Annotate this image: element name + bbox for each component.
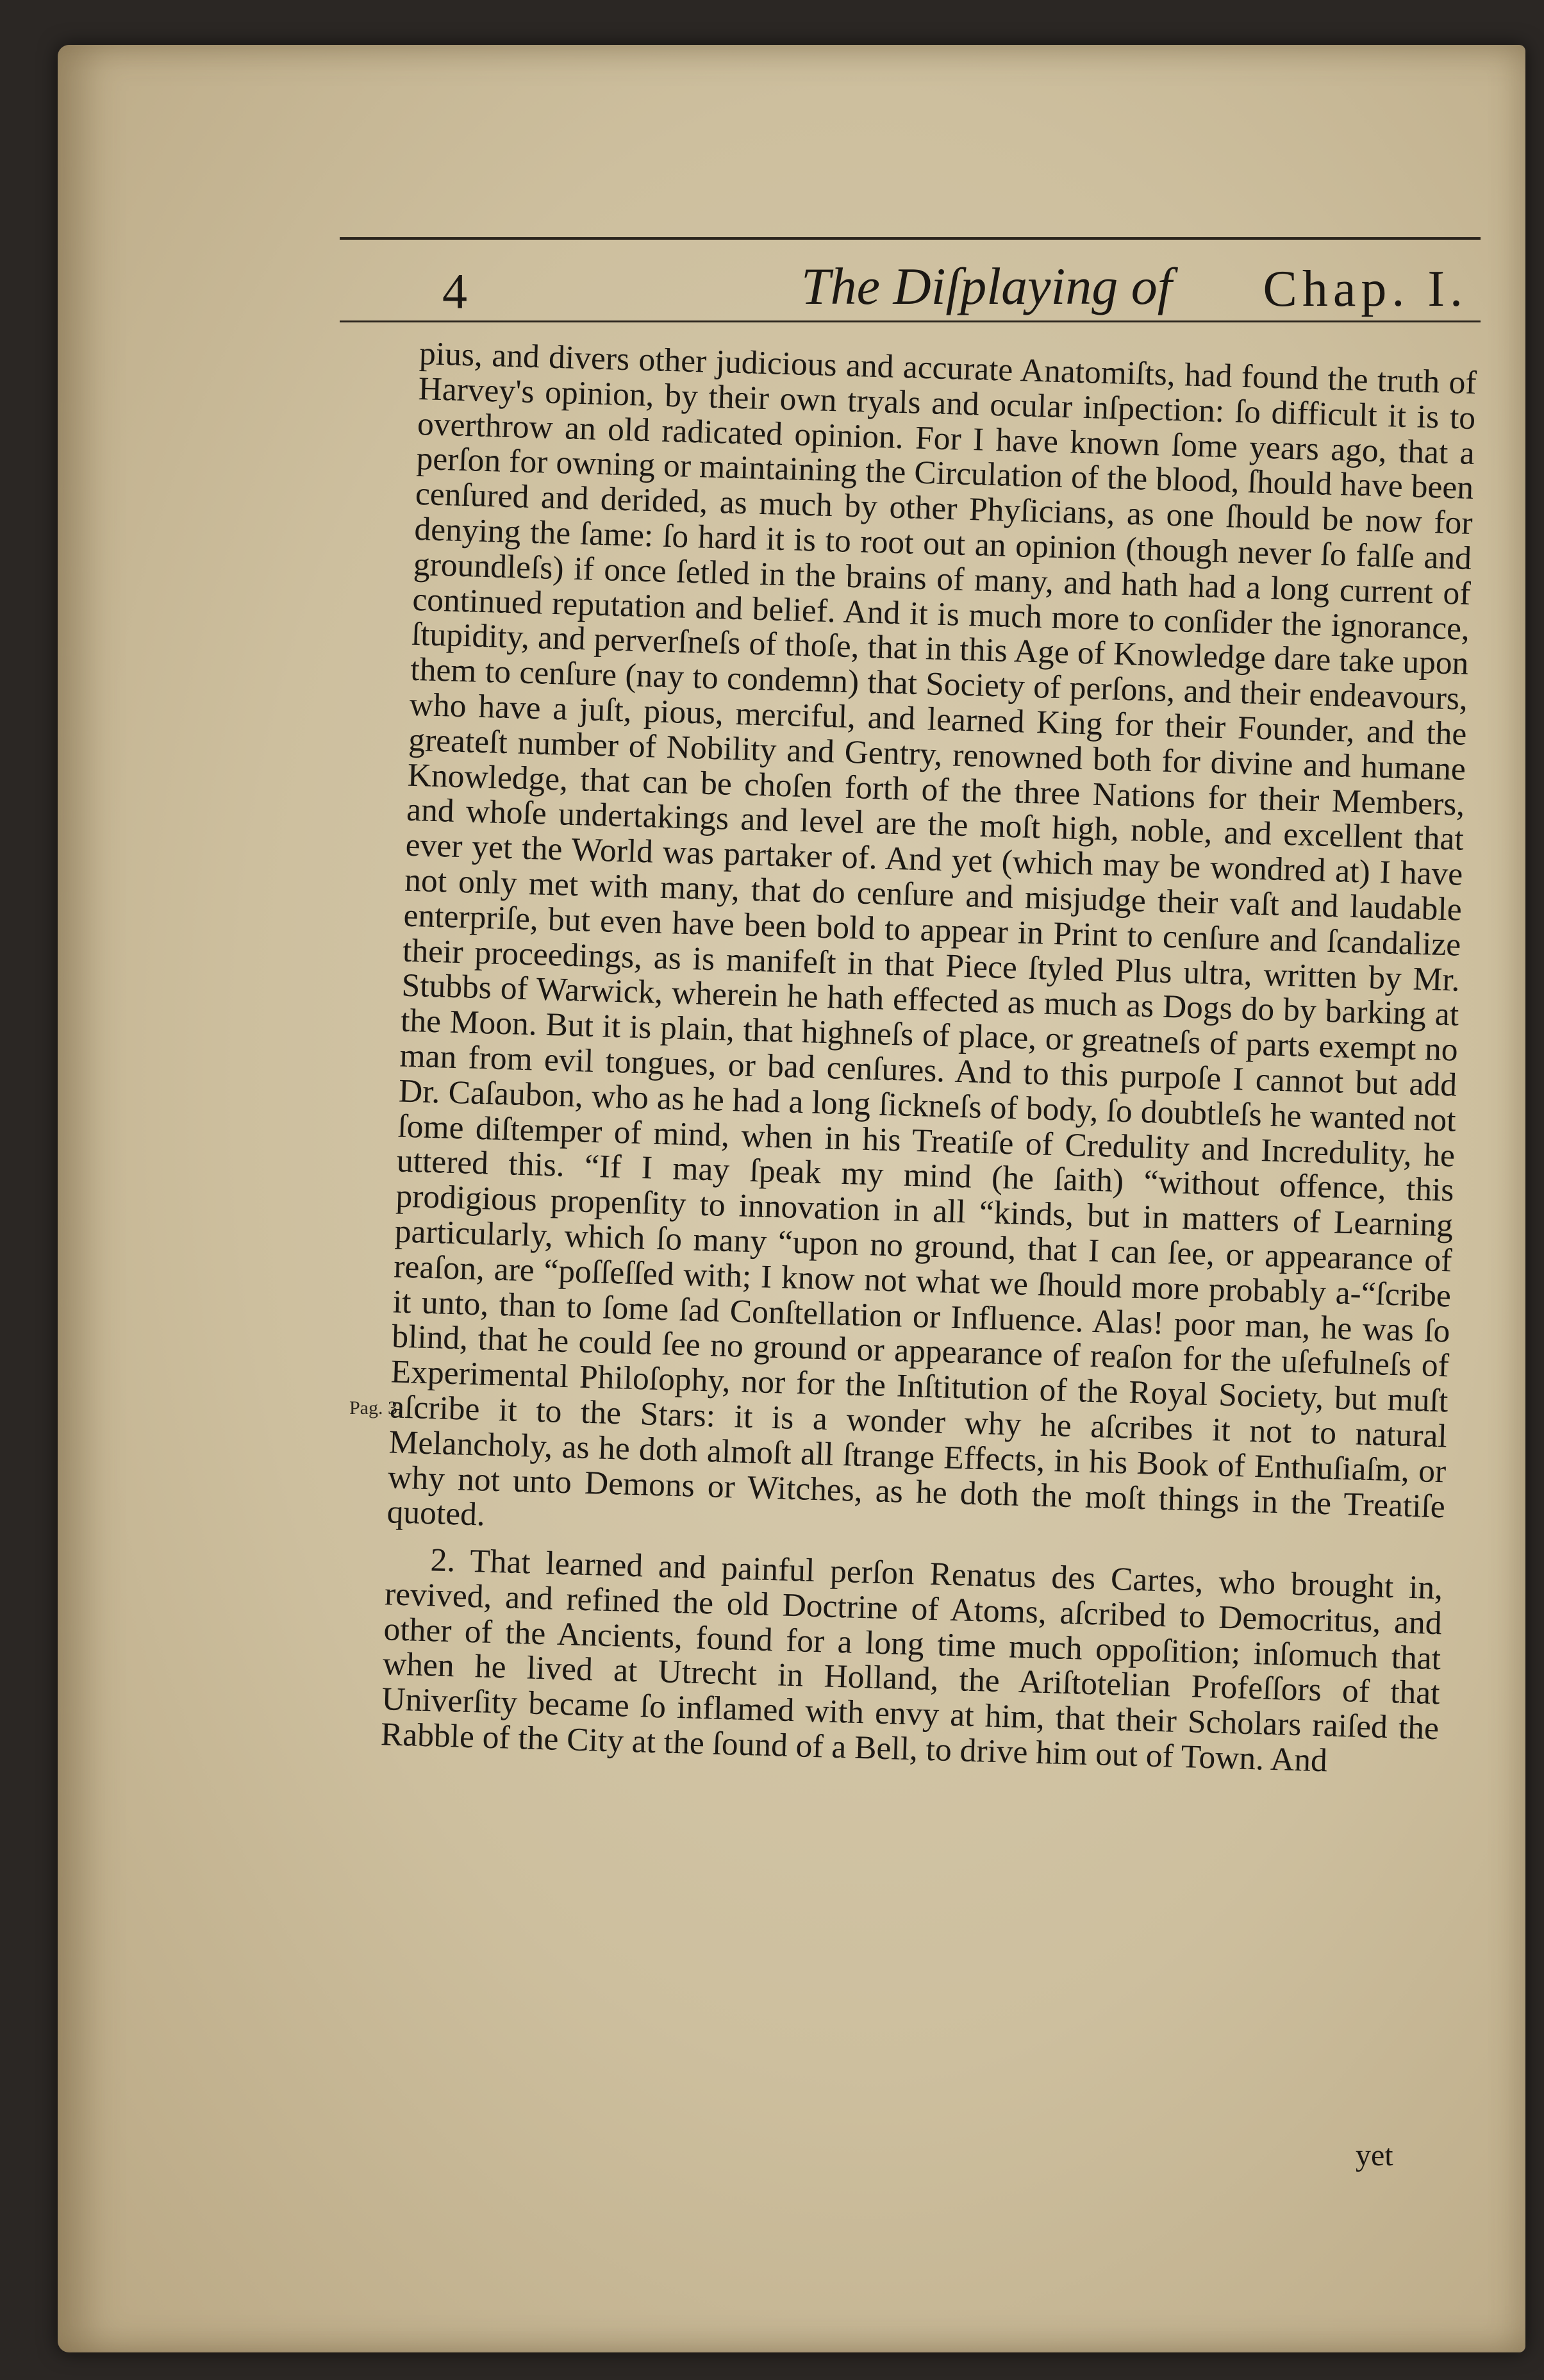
paragraph-1: pius, and divers other judicious and accurate Anatomiſts, had found the truth of Harvey's opinion, by their own tryals and ocular inſpection: ſo difficult it is to overthrow an old radicated opinion. For I have known ſome years ago, that a perſon for owning or maintaining the Circulation of the blood, ſhould have been cenſured and derided, as much by other Phyſicians, as one ſhould be now for denying the ſame: ſo hard it is to root out an opinion (though never ſo falſe and groundleſs) if once ſetled in the brains of many, and hath had a long current of continued reputation and belief. And it is much more to conſider the ignorance, ſtupidity, and perverſneſs of thoſe, that in this Age of Knowledge dare take upon them to cenſure (nay to condemn) that Society of perſons, and their endeavours, who have a juſt, pious, merciful, and learned King for their Founder, and the greateſt number of Nobility and Gentry, renowned both for divine and humane Knowledge, that can be choſen forth of the three Nations for their Members, and whoſe undertakings and level are the moſt high, noble, and excellent that ever yet the World was partaker of. And yet (which may be wondred at) I have not only met with many, that do cenſure and misjudge their vaſt and laudable enterpriſe, but even have been bold to appear in Print to cenſure and ſcandalize their proceedings, as is manifeſt in that Piece ſtyled Plus ultra, written by Mr. Stubbs of Warwick, wherein he hath effected as much as Dogs do by barking at the Moon. But it is plain, that highneſs of place, or greatneſs of parts exempt no man from evil tongues, or bad cenſures. And to this purpoſe I cannot but add Dr. Caſaubon, who as he had a long ſickneſs of body, ſo doubtleſs he wanted not ſome diſtemper of mind, when in his Treatiſe of Credulity and Incredulity, he uttered this. “If I may ſpeak my mind (he ſaith) “without offence, this prodigious propenſity to innovation in all “kinds, but in matters of Learning particularly, which ſo many “upon no ground, that I can ſee, or appearance of reaſon, are “poſſeſſed with; I know not what we ſhould more probably a-“ſcribe it unto, than to ſome ſad Conſtellation or Influence. Alas! poor man, he was ſo blind, that he could ſee no ground or appearance of reaſon for the uſefulneſs of Experimental Philoſophy, nor for the Inſtitution of the Royal Society, but muſt aſcribe it to the Stars: it is a wonder why he aſcribes it not to natural Melancholy, as he doth almoſt all ſtrange Effects, in his Book of Enthuſiaſm, or why not unto Demons or Witches, as he doth the moſt things in the Treatiſe quoted. (386, 335, 1477, 1533)
catchword: yet (1356, 2138, 1393, 2172)
header-bottom-rule (340, 320, 1481, 322)
page-number: 4 (442, 263, 467, 319)
running-title: The Diſplaying of (801, 257, 1172, 315)
header-top-rule (340, 237, 1481, 240)
marginal-note: Pag. 3. (349, 1397, 403, 1419)
body-text (380, 337, 1477, 1782)
chapter-label: Chap. I. (1263, 261, 1468, 317)
running-header (340, 256, 1481, 320)
paragraph-2: 2. That learned and painful perſon Renatus des Cartes, who brought in, revived, and refined the old Doctrine of Atoms, aſcribed to Democritus, and other of the Ancients, found for a long time much oppoſition; inſomuch that when he lived at Utrecht in Holland, the Ariſtotelian Profeſſors of that Univerſity became ſo inflamed with envy at him, that their Scholars raiſed the Rabble of the City at the ſound of a Bell, to drive him out of Town. And (380, 1542, 1443, 1779)
book-page (58, 45, 1525, 2352)
